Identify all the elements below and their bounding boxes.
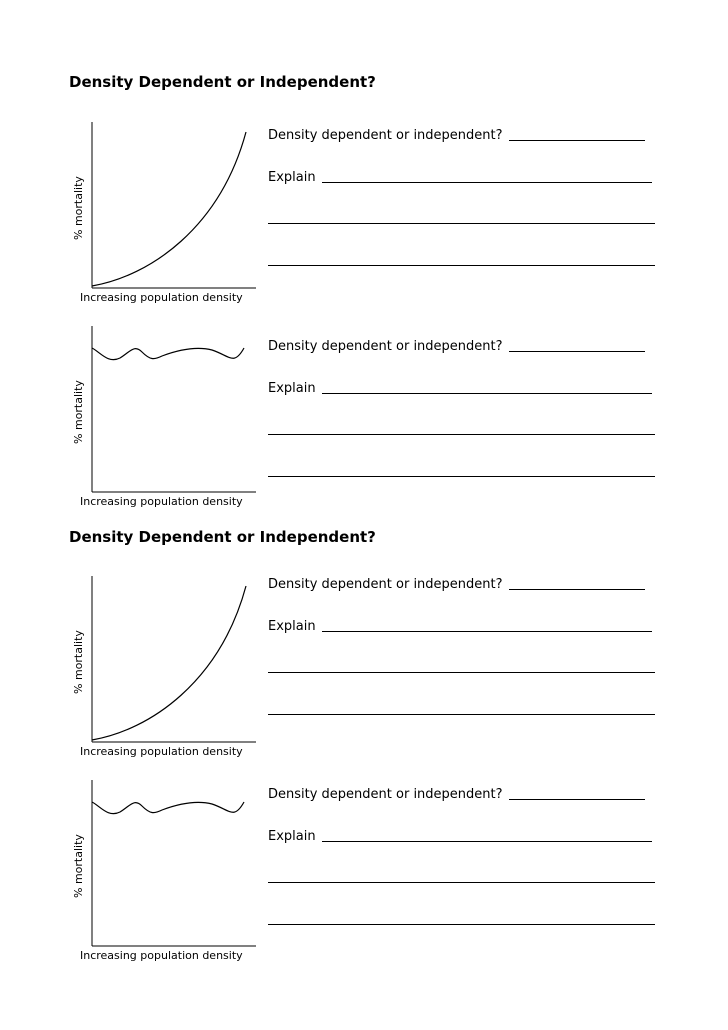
- graph-2-axes: [60, 322, 260, 512]
- x-axis-label: Increasing population density: [80, 291, 243, 304]
- explain-label: Explain: [268, 170, 316, 185]
- answer-blank[interactable]: [509, 350, 645, 352]
- y-axis-label: % mortality: [72, 176, 85, 240]
- answer-blank[interactable]: [509, 588, 645, 590]
- explain-label: Explain: [268, 381, 316, 396]
- mortality-curve: [92, 132, 246, 286]
- question-block-1: [268, 128, 658, 278]
- section-1-heading: Density Dependent or Independent?: [69, 73, 376, 91]
- question-text: Density dependent or independent?: [268, 577, 503, 592]
- y-axis-label: % mortality: [72, 630, 85, 694]
- explain-label: Explain: [268, 829, 316, 844]
- x-axis-label: Increasing population density: [80, 745, 243, 758]
- y-axis-label: % mortality: [72, 380, 85, 444]
- answer-blank[interactable]: [509, 139, 645, 141]
- section-2-heading: Density Dependent or Independent?: [69, 528, 376, 546]
- graph-3: [60, 572, 260, 762]
- graph-4-axes: [60, 776, 260, 966]
- mortality-curve: [92, 586, 246, 740]
- x-axis-label: Increasing population density: [80, 949, 243, 962]
- graph-1: [60, 118, 260, 308]
- question-block-2: [268, 339, 658, 489]
- explain-line[interactable]: [268, 434, 655, 435]
- question-block-4: [268, 787, 658, 937]
- explain-line[interactable]: [268, 223, 655, 224]
- mortality-curve: [92, 802, 244, 814]
- graph-1-axes: [60, 118, 260, 308]
- question-block-3: [268, 577, 658, 727]
- explain-line[interactable]: [268, 672, 655, 673]
- explain-line[interactable]: [268, 265, 655, 266]
- explain-line[interactable]: [268, 882, 655, 883]
- explain-line[interactable]: [268, 924, 655, 925]
- x-axis-label: Increasing population density: [80, 495, 243, 508]
- graph-3-axes: [60, 572, 260, 762]
- explain-line[interactable]: [268, 714, 655, 715]
- y-axis-label: % mortality: [72, 834, 85, 898]
- graph-2: [60, 322, 260, 512]
- explain-label: Explain: [268, 619, 316, 634]
- explain-line[interactable]: [268, 476, 655, 477]
- answer-blank[interactable]: [509, 798, 645, 800]
- question-text: Density dependent or independent?: [268, 339, 503, 354]
- mortality-curve: [92, 348, 244, 360]
- question-text: Density dependent or independent?: [268, 787, 503, 802]
- question-text: Density dependent or independent?: [268, 128, 503, 143]
- explain-blank[interactable]: [322, 630, 652, 632]
- explain-blank[interactable]: [322, 181, 652, 183]
- graph-4: [60, 776, 260, 966]
- explain-blank[interactable]: [322, 840, 652, 842]
- explain-blank[interactable]: [322, 392, 652, 394]
